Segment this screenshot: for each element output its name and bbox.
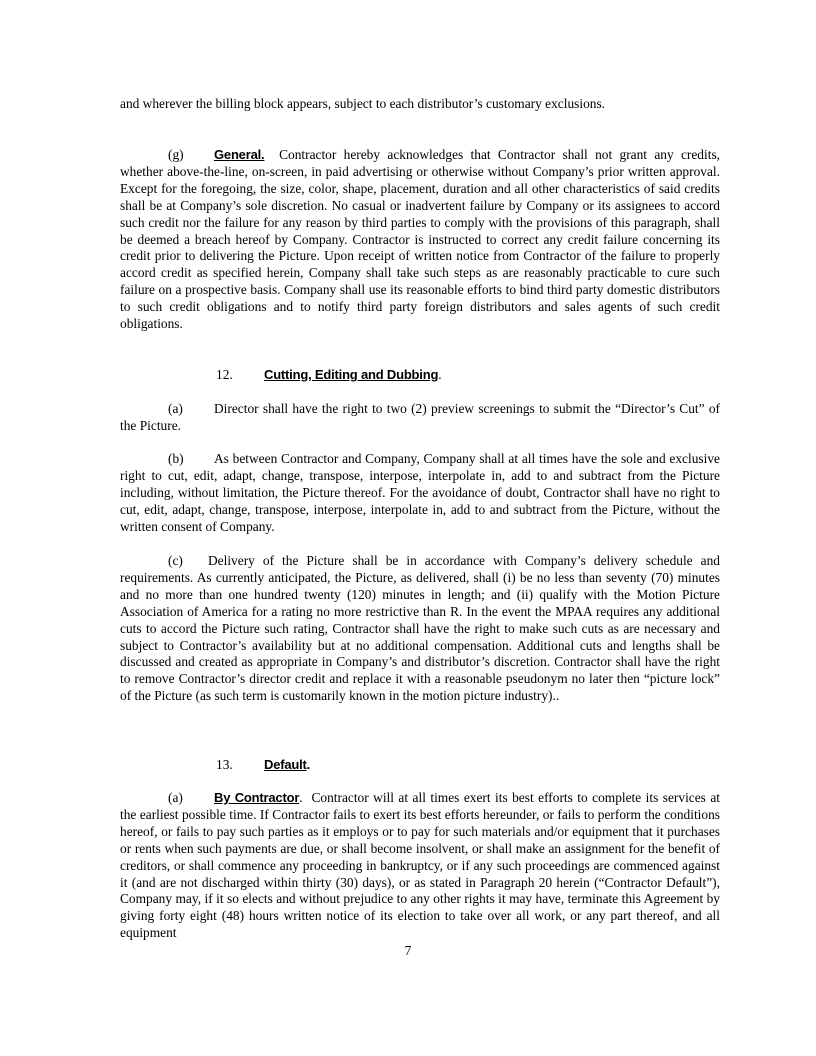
section-12-c-text: Delivery of the Picture shall be in accordance with Company’s delivery schedule and requirements. As currently anticipated, the Picture, as delivered, shall (i) be no less than seventy (70) minutes and no more than one hundred twenty (120) minutes in length; and (ii) qualify with the Motion Picture Association of America for a rating no more restrictive than R. In the event the MPAA requires any additional cuts to accord the Picture such rating, Contractor shall have the right to make such cuts as are necessary and subject to Contractor’s availability but at no additional compensation. Additional cuts and lengths shall be discussed and created as appropriate in Company’s and distributor’s discretion. Contractor shall have the right to remove Contractor’s director credit and replace it with a reasonable pseudonym no later then “picture lock” of the Picture (as such term is customarily known in the motion picture industry)..: [120, 553, 720, 704]
section-12-heading: 12. Cutting, Editing and Dubbing.: [216, 367, 442, 382]
section-12-a-text: Director shall have the right to two (2) preview screenings to submit the “Director’s Cut” of the Picture.: [120, 401, 720, 433]
section-13-a-heading: By Contractor: [214, 790, 300, 805]
paragraph-g: [120, 147, 720, 333]
section-12-a: [120, 401, 720, 435]
section-12-number: 12.: [216, 367, 233, 382]
section-12-b-label: (b): [168, 451, 184, 466]
section-13-title: Default: [264, 757, 307, 772]
section-13-a: (a) By Contractor. Contractor will at all times exert its best efforts to complete its services at the earliest possible time. If Contractor fails to exert its best efforts hereunder, or fails to perform the conditions hereof, or fails to pay such parties as it employs or to pay for such materials and/or equipment that it purchases or rents when such payments are due, or shall become insolvent, or shall make an assignment for the benefit of creditors, or shall commence any proceeding in bankruptcy, or if any such proceedings are commenced against it (and are not discharged within thirty (30) days), or as stated in Paragraph 20 herein (“Contractor Default”), Company may, if it so elects and without prejudice to any other rights it may have, terminate this Agreement by giving forty eight (48) hours written notice of its election to take over all work, or any part thereof, and all equipment: [120, 790, 720, 941]
opening-line: and wherever the billing block appears, subject to each distributor’s customary exclusions.: [120, 96, 606, 111]
section-13-a-label: (a): [168, 790, 183, 805]
paragraph-g-heading: General.: [214, 147, 265, 162]
section-12-c-label: (c): [168, 553, 183, 568]
section-12-title: Cutting, Editing and Dubbing: [264, 367, 439, 382]
page-number: 7: [404, 943, 412, 958]
section-13-number: 13.: [216, 757, 233, 772]
section-12-b-text: As between Contractor and Company, Company shall at all times have the sole and exclusive right to cut, edit, adapt, change, transpose, interpose, interpolate in, add to and subtract from the Picture including, without limitation, the Picture thereof. For the avoidance of doubt, Contractor shall have no right to cut, edit, adapt, change, transpose, interpose, interpolate in, add to and subtract from the Picture, without the written consent of Company.: [120, 451, 720, 534]
section-12-a-label: (a): [168, 401, 183, 416]
section-12-c: [120, 553, 720, 705]
section-12-b: [120, 451, 720, 536]
paragraph-g-label: (g): [168, 147, 184, 162]
section-13-heading: 13. Default.: [216, 757, 311, 772]
section-13-a-text: Contractor will at all times exert its best efforts to complete its services at the earliest possible time. If Contractor fails to exert its best efforts hereunder, or fails to perform the conditions hereof, or fails to pay such parties as it employs or to pay for such materials and/or equipment that it purchases or rents when such payments are due, or shall become insolvent, or shall make an assignment for the benefit of creditors, or shall commence any proceeding in bankruptcy, or if any such proceedings are commenced against it (and are not discharged within thirty (30) days), or as stated in Paragraph 20 herein (“Contractor Default”), Company may, if it so elects and without prejudice to any other rights it may have, terminate this Agreement by giving forty eight (48) hours written notice of its election to take over all work, or any part thereof, and all equipment: [120, 790, 720, 941]
paragraph-g-text: Contractor hereby acknowledges that Contractor shall not grant any credits, whether above-the-line, on-screen, in paid advertising or otherwise without Company’s prior written approval. Except for the foregoing, the size, color, shape, placement, duration and all other characteristics of said credits shall be at Company’s sole discretion. No casual or inadvertent failure by Company or its assignees to accord such credit nor the failure for any reason by third parties to comply with the provisions of this paragraph, shall be deemed a breach hereof by Company. Contractor is instructed to correct any credit failure concerning its credit prior to delivering the Picture. Upon receipt of written notice from Contractor of the failure to properly accord credit as specified herein, Company shall take such steps as are reasonably practicable to cure such failure on a prospective basis. Company shall use its reasonable efforts to bind third party domestic distributors to such credit obligations and to notify third party foreign distributors and sales agents of such credit obligations.: [120, 147, 721, 332]
